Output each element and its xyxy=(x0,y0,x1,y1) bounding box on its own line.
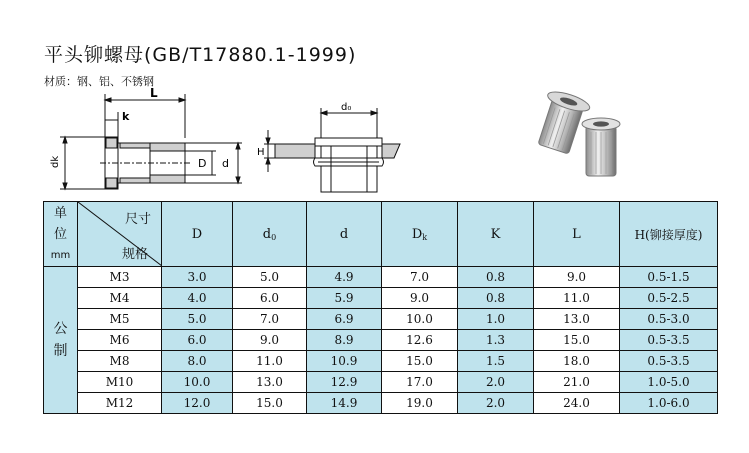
model-cell: M12 xyxy=(78,393,162,414)
value-cell: 8.0 xyxy=(162,351,233,372)
technical-drawings xyxy=(0,0,749,200)
page-title: 平头铆螺母(GB/T17880.1-1999) xyxy=(44,44,357,66)
model-cell: M8 xyxy=(78,351,162,372)
label-L: L xyxy=(150,86,158,100)
installed-drawing xyxy=(264,108,400,192)
label-H: H xyxy=(257,147,265,158)
table-row xyxy=(44,330,718,351)
value-cell: 12.9 xyxy=(307,372,382,393)
value-cell: 2.0 xyxy=(458,393,534,414)
table-row xyxy=(44,288,718,309)
value-cell: 14.9 xyxy=(307,393,382,414)
table-row xyxy=(44,393,718,414)
value-cell: 1.3 xyxy=(458,330,534,351)
model-cell: M3 xyxy=(78,267,162,288)
value-cell: 0.5-3.0 xyxy=(620,309,718,330)
value-cell: 1.0 xyxy=(458,309,534,330)
value-cell: 24.0 xyxy=(534,393,620,414)
value-cell: 4.9 xyxy=(307,267,382,288)
value-cell: 9.0 xyxy=(382,288,458,309)
value-cell: 0.5-2.5 xyxy=(620,288,718,309)
table-row xyxy=(44,267,718,288)
value-cell: 15.0 xyxy=(534,330,620,351)
column-header: $D_k$ xyxy=(382,202,458,267)
label-dk: dk xyxy=(50,155,61,168)
table-row xyxy=(44,372,718,393)
metric-group-label: 公 制 xyxy=(44,267,78,414)
value-cell: 10.9 xyxy=(307,351,382,372)
table-header-row xyxy=(44,202,718,267)
value-cell: 1.0-5.0 xyxy=(620,372,718,393)
unit-line: 单 xyxy=(53,205,67,221)
value-cell: 5.9 xyxy=(307,288,382,309)
value-cell: 11.0 xyxy=(233,351,307,372)
value-cell: 3.0 xyxy=(162,267,233,288)
unit-cell xyxy=(44,202,78,267)
corner-header xyxy=(78,202,162,267)
spec-table xyxy=(43,201,718,414)
column-header: H(铆接厚度) xyxy=(620,202,718,267)
label-ds: d₀ xyxy=(341,102,352,113)
value-cell: 12.6 xyxy=(382,330,458,351)
value-cell: 5.0 xyxy=(233,267,307,288)
model-cell: M10 xyxy=(78,372,162,393)
value-cell: 9.0 xyxy=(534,267,620,288)
product-photo xyxy=(532,88,620,176)
value-cell: 15.0 xyxy=(382,351,458,372)
value-cell: 17.0 xyxy=(382,372,458,393)
value-cell: 5.0 xyxy=(162,309,233,330)
unit-line: 位 xyxy=(53,226,67,242)
column-header: D xyxy=(162,202,233,267)
table-row xyxy=(44,351,718,372)
value-cell: 7.0 xyxy=(382,267,458,288)
column-header: L xyxy=(534,202,620,267)
value-cell: 13.0 xyxy=(233,372,307,393)
value-cell: 2.0 xyxy=(458,372,534,393)
value-cell: 6.0 xyxy=(162,330,233,351)
value-cell: 8.9 xyxy=(307,330,382,351)
model-cell: M5 xyxy=(78,309,162,330)
value-cell: 19.0 xyxy=(382,393,458,414)
label-D: D xyxy=(198,157,207,170)
side-section-drawing xyxy=(60,94,242,189)
value-cell: 1.5 xyxy=(458,351,534,372)
value-cell: 10.0 xyxy=(382,309,458,330)
value-cell: 0.5-1.5 xyxy=(620,267,718,288)
model-cell: M6 xyxy=(78,330,162,351)
value-cell: 12.0 xyxy=(162,393,233,414)
table-row xyxy=(44,309,718,330)
value-cell: 6.9 xyxy=(307,309,382,330)
corner-bottom-label: 规格 xyxy=(122,247,149,262)
value-cell: 9.0 xyxy=(233,330,307,351)
material-note: 材质：钢、铝、不锈钢 xyxy=(44,75,154,88)
value-cell: 11.0 xyxy=(534,288,620,309)
value-cell: 1.0-6.0 xyxy=(620,393,718,414)
value-cell: 13.0 xyxy=(534,309,620,330)
value-cell: 0.5-3.5 xyxy=(620,351,718,372)
column-header: $d_0$ xyxy=(233,202,307,267)
value-cell: 7.0 xyxy=(233,309,307,330)
label-d: d xyxy=(222,157,229,170)
value-cell: 0.8 xyxy=(458,267,534,288)
corner-top-label: 尺寸 xyxy=(124,212,151,227)
value-cell: 0.8 xyxy=(458,288,534,309)
value-cell: 6.0 xyxy=(233,288,307,309)
value-cell: 15.0 xyxy=(233,393,307,414)
unit-line: mm xyxy=(50,249,71,261)
value-cell: 21.0 xyxy=(534,372,620,393)
label-k: k xyxy=(122,110,130,123)
value-cell: 10.0 xyxy=(162,372,233,393)
value-cell: 0.5-3.5 xyxy=(620,330,718,351)
column-header: K xyxy=(458,202,534,267)
column-header: d xyxy=(307,202,382,267)
value-cell: 18.0 xyxy=(534,351,620,372)
value-cell: 4.0 xyxy=(162,288,233,309)
model-cell: M4 xyxy=(78,288,162,309)
